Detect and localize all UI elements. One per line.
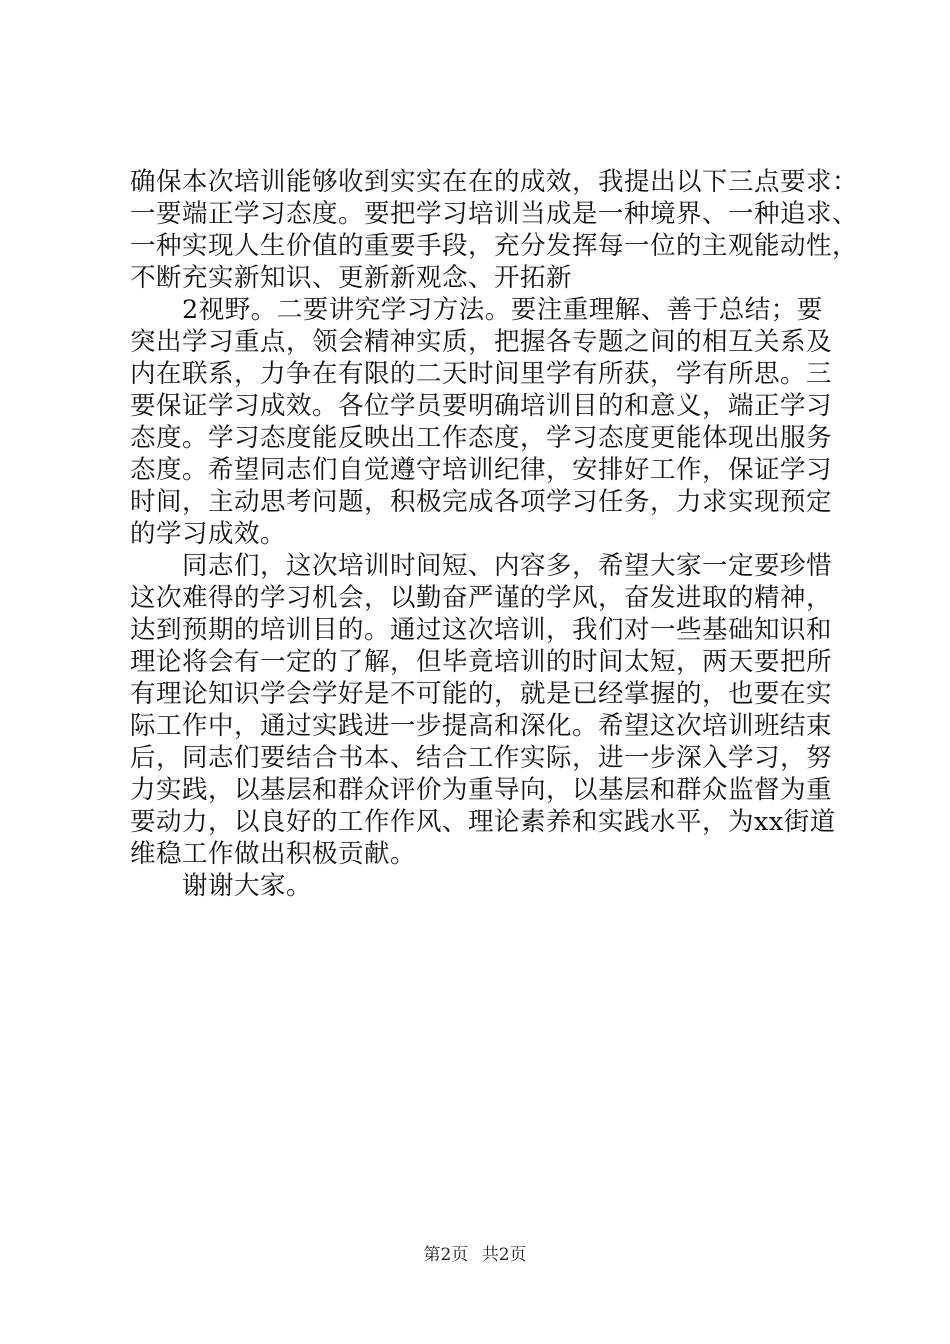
text-line: 后，同志们要结合书本、结合工作实际，进一步深入学习，努 — [130, 743, 833, 773]
text-line: 确保本次培训能够收到实实在在的成效，我提出以下三点要求： — [130, 167, 859, 197]
text-line: 内在联系，力争在有限的二天时间里学有所获，学有所思。三 — [130, 359, 833, 389]
text-line: 一要端正学习态度。要把学习培训当成是一种境界、一种追求、 — [130, 199, 859, 229]
text-line: 同志们，这次培训时间短、内容多，希望大家一定要珍惜 — [182, 551, 833, 581]
text-line: 的学习成效。 — [130, 519, 287, 549]
text-line: 理论将会有一定的了解，但毕竟培训的时间太短，两天要把所 — [130, 647, 833, 677]
text-line: 力实践，以基层和群众评价为重导向，以基层和群众监督为重 — [130, 775, 833, 805]
page-number: 第2页 — [423, 1245, 469, 1265]
text-line: 达到预期的培训目的。通过这次培训，我们对一些基础知识和 — [130, 615, 833, 645]
paragraph — [130, 166, 859, 294]
text-line: 要保证学习成效。各位学员要明确培训目的和意义，端正学习 — [130, 391, 833, 421]
text-line: 2视野。二要讲究学习方法。要注重理解、善于总结；要 — [182, 295, 823, 325]
text-line: 维稳工作做出积极贡献。 — [130, 839, 417, 869]
text-line: 时间，主动思考问题，积极完成各项学习任务，力求实现预定 — [130, 487, 833, 517]
text-line: 要动力，以良好的工作作风、理论素养和实践水平，为xx街道 — [130, 807, 836, 837]
text-line: 态度。希望同志们自觉遵守培训纪律，安排好工作，保证学习 — [130, 455, 833, 485]
text-line: 突出学习重点，领会精神实质，把握各专题之间的相互关系及 — [130, 327, 833, 357]
page-total: 共2页 — [481, 1245, 527, 1265]
text-line: 谢谢大家。 — [182, 871, 313, 901]
text-line: 际工作中，通过实践进一步提高和深化。希望这次培训班结束 — [130, 711, 833, 741]
page-footer — [0, 1240, 950, 1265]
text-line: 这次难得的学习机会，以勤奋严谨的学风，奋发进取的精神， — [130, 583, 833, 613]
paragraph — [130, 870, 830, 902]
paragraph — [130, 294, 833, 550]
text-line: 一种实现人生价值的重要手段，充分发挥每一位的主观能动性， — [130, 231, 859, 261]
text-line: 不断充实新知识、更新新观念、开拓新 — [130, 263, 573, 293]
paragraph — [130, 550, 836, 870]
document-body — [130, 166, 859, 902]
text-line: 有理论知识学会学好是不可能的，就是已经掌握的，也要在实 — [130, 679, 833, 709]
text-line: 态度。学习态度能反映出工作态度，学习态度更能体现出服务 — [130, 423, 833, 453]
